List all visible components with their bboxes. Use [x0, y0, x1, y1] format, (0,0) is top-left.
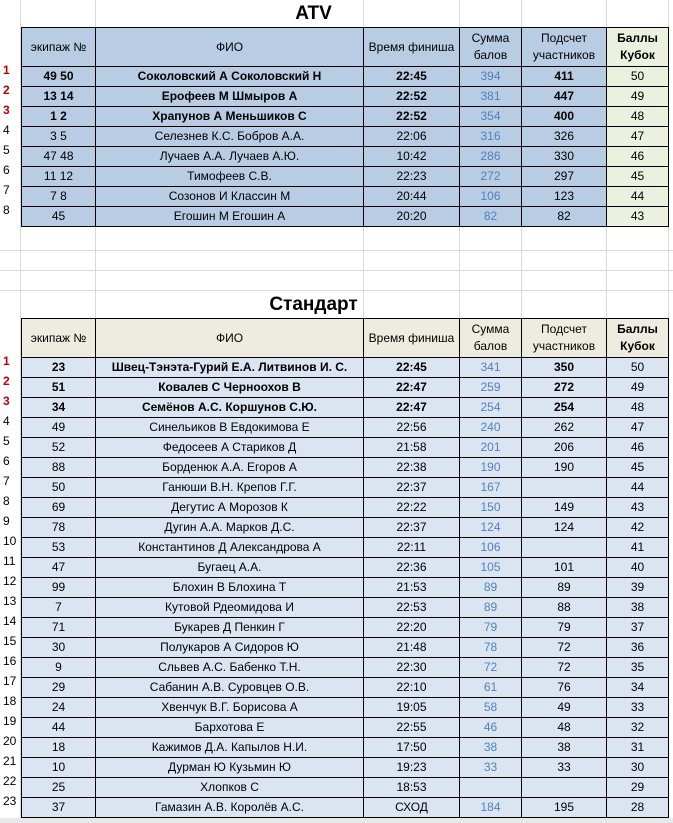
- row-number: 4: [3, 122, 10, 137]
- row-number: 5: [3, 142, 10, 157]
- cup-points-cell: 44: [607, 478, 669, 498]
- crew-names-cell: Храпунов А Меньшиков С: [96, 107, 364, 127]
- finish-time-cell: 10:42: [364, 147, 460, 167]
- participant-count-cell: 190: [522, 458, 607, 478]
- finish-time-cell: 19:05: [364, 698, 460, 718]
- row-number: 16: [3, 653, 17, 668]
- participant-count-cell: 72: [522, 638, 607, 658]
- header-score-sum: Сумма балов: [460, 28, 522, 67]
- crew-names-cell: Семёнов А.С. Коршунов С.Ю.: [96, 398, 364, 418]
- row-number: 18: [3, 693, 17, 708]
- row-number: 7: [3, 182, 10, 197]
- score-sum-cell: 33: [460, 758, 522, 778]
- cup-points-cell: 50: [607, 67, 669, 87]
- cup-points-cell: 30: [607, 758, 669, 778]
- score-sum-cell: 89: [460, 598, 522, 618]
- gridline: [0, 270, 673, 271]
- score-sum-cell: [460, 778, 522, 798]
- participant-count-cell: 254: [522, 398, 607, 418]
- finish-time-cell: 22:52: [364, 87, 460, 107]
- table-row: [22, 207, 669, 227]
- crew-number-cell: 7: [22, 598, 96, 618]
- table-row: [22, 107, 669, 127]
- participant-count-cell: 76: [522, 678, 607, 698]
- gridline: [0, 290, 673, 291]
- row-number: 6: [3, 453, 10, 468]
- finish-time-cell: 22:52: [364, 107, 460, 127]
- score-sum-cell: 82: [460, 207, 522, 227]
- score-sum-cell: 259: [460, 378, 522, 398]
- cup-points-cell: 38: [607, 598, 669, 618]
- row-number: 4: [3, 413, 10, 428]
- score-sum-cell: 394: [460, 67, 522, 87]
- table-row: [22, 147, 669, 167]
- score-sum-cell: 167: [460, 478, 522, 498]
- row-number: 14: [3, 613, 17, 628]
- table-row: [22, 638, 669, 658]
- crew-number-cell: 52: [22, 438, 96, 458]
- participant-count-cell: 326: [522, 127, 607, 147]
- crew-number-cell: 7 8: [22, 187, 96, 207]
- table-header-row: [22, 28, 669, 67]
- cup-points-cell: 45: [607, 458, 669, 478]
- row-number: 17: [3, 673, 17, 688]
- score-sum-cell: 316: [460, 127, 522, 147]
- row-number: 20: [3, 733, 17, 748]
- crew-names-cell: Дегутис А Морозов К: [96, 498, 364, 518]
- score-sum-cell: 354: [460, 107, 522, 127]
- row-number: 8: [3, 493, 10, 508]
- participant-count-cell: 272: [522, 378, 607, 398]
- crew-names-cell: Лучаев А.А. Лучаев А.Ю.: [96, 147, 364, 167]
- crew-names-cell: Синельиков В Евдокимова Е: [96, 418, 364, 438]
- cup-points-cell: 43: [607, 498, 669, 518]
- atv-title: ATV: [295, 3, 332, 24]
- table-row: [22, 398, 669, 418]
- score-sum-cell: 58: [460, 698, 522, 718]
- crew-number-cell: 30: [22, 638, 96, 658]
- score-sum-cell: 184: [460, 798, 522, 818]
- table-row: [22, 658, 669, 678]
- row-number: 10: [3, 533, 17, 548]
- participant-count-cell: 262: [522, 418, 607, 438]
- header-name: ФИО: [96, 28, 364, 67]
- crew-names-cell: Ганюши В.Н. Крепов Г.Г.: [96, 478, 364, 498]
- cup-points-cell: 37: [607, 618, 669, 638]
- finish-time-cell: 22:20: [364, 618, 460, 638]
- crew-number-cell: 50: [22, 478, 96, 498]
- cup-points-cell: 31: [607, 738, 669, 758]
- cup-points-cell: 41: [607, 538, 669, 558]
- crew-names-cell: Созонов И Классин М: [96, 187, 364, 207]
- table-row: [22, 498, 669, 518]
- crew-number-cell: 10: [22, 758, 96, 778]
- finish-time-cell: СХОД: [364, 798, 460, 818]
- score-sum-cell: 254: [460, 398, 522, 418]
- finish-time-cell: 22:22: [364, 498, 460, 518]
- finish-time-cell: 22:56: [364, 418, 460, 438]
- finish-time-cell: 22:06: [364, 127, 460, 147]
- cup-points-cell: 48: [607, 398, 669, 418]
- table-row: [22, 558, 669, 578]
- table-row: [22, 538, 669, 558]
- crew-number-cell: 1 2: [22, 107, 96, 127]
- row-number: 12: [3, 573, 17, 588]
- crew-number-cell: 25: [22, 778, 96, 798]
- score-sum-cell: 78: [460, 638, 522, 658]
- crew-names-cell: Федосеев А Стариков Д: [96, 438, 364, 458]
- crew-names-cell: Соколовский А Соколовский Н: [96, 67, 364, 87]
- finish-time-cell: 22:30: [364, 658, 460, 678]
- cup-points-cell: 39: [607, 578, 669, 598]
- score-sum-cell: 272: [460, 167, 522, 187]
- crew-names-cell: Сабанин А.В. Суровцев О.В.: [96, 678, 364, 698]
- crew-names-cell: Блохин В Блохина Т: [96, 578, 364, 598]
- finish-time-cell: 22:53: [364, 598, 460, 618]
- participant-count-cell: 400: [522, 107, 607, 127]
- row-number: 8: [3, 202, 10, 217]
- crew-number-cell: 51: [22, 378, 96, 398]
- finish-time-cell: 21:58: [364, 438, 460, 458]
- crew-number-cell: 49: [22, 418, 96, 438]
- crew-names-cell: Кутовой Рдеомидова И: [96, 598, 364, 618]
- cup-points-cell: 48: [607, 107, 669, 127]
- table-row: [22, 698, 669, 718]
- score-sum-cell: 286: [460, 147, 522, 167]
- score-sum-cell: 341: [460, 358, 522, 378]
- header-crew: экипаж №: [22, 319, 96, 358]
- cup-points-cell: 49: [607, 378, 669, 398]
- participant-count-cell: [522, 478, 607, 498]
- crew-number-cell: 78: [22, 518, 96, 538]
- crew-names-cell: Константинов Д Александрова А: [96, 538, 364, 558]
- finish-time-cell: 19:23: [364, 758, 460, 778]
- row-number: 15: [3, 633, 17, 648]
- row-number: 3: [3, 393, 10, 408]
- crew-names-cell: Ковалев С Черноохов В: [96, 378, 364, 398]
- header-score-sum: Сумма балов: [460, 319, 522, 358]
- table-row: [22, 378, 669, 398]
- finish-time-cell: 21:53: [364, 578, 460, 598]
- header-participant-count: Подсчет участников: [522, 28, 607, 67]
- finish-time-cell: 22:47: [364, 398, 460, 418]
- row-number: 3: [3, 102, 10, 117]
- header-name: ФИО: [96, 319, 364, 358]
- crew-number-cell: 34: [22, 398, 96, 418]
- crew-names-cell: Бугаец А.А.: [96, 558, 364, 578]
- participant-count-cell: 101: [522, 558, 607, 578]
- crew-number-cell: 99: [22, 578, 96, 598]
- table-row: [22, 458, 669, 478]
- participant-count-cell: 48: [522, 718, 607, 738]
- row-number: 9: [3, 513, 10, 528]
- cup-points-cell: 34: [607, 678, 669, 698]
- cup-points-cell: 50: [607, 358, 669, 378]
- row-number: 2: [3, 373, 10, 388]
- row-number: 1: [3, 353, 10, 368]
- row-number: 13: [3, 593, 17, 608]
- table-row: [22, 127, 669, 147]
- row-number: 22: [3, 773, 17, 788]
- participant-count-cell: 33: [522, 758, 607, 778]
- crew-names-cell: Букарев Д Пенкин Г: [96, 618, 364, 638]
- crew-names-cell: Селезнев К.С. Бобров А.А.: [96, 127, 364, 147]
- cup-points-cell: 46: [607, 438, 669, 458]
- score-sum-cell: 381: [460, 87, 522, 107]
- table-row: [22, 618, 669, 638]
- table-row: [22, 418, 669, 438]
- row-number: 2: [3, 82, 10, 97]
- crew-names-cell: Гамазин А.В. Королёв А.С.: [96, 798, 364, 818]
- score-sum-cell: 106: [460, 187, 522, 207]
- cup-points-cell: 47: [607, 418, 669, 438]
- crew-number-cell: 3 5: [22, 127, 96, 147]
- crew-names-cell: Тимофеев С.В.: [96, 167, 364, 187]
- participant-count-cell: 330: [522, 147, 607, 167]
- crew-number-cell: 45: [22, 207, 96, 227]
- crew-names-cell: Сльвев А.С. Бабенко Т.Н.: [96, 658, 364, 678]
- crew-names-cell: Борденюк А.А. Егоров А: [96, 458, 364, 478]
- finish-time-cell: 22:45: [364, 67, 460, 87]
- cup-points-cell: 47: [607, 127, 669, 147]
- table-header-row: [22, 319, 669, 358]
- participant-count-cell: 124: [522, 518, 607, 538]
- finish-time-cell: 17:50: [364, 738, 460, 758]
- crew-number-cell: 69: [22, 498, 96, 518]
- crew-names-cell: Хлопков С: [96, 778, 364, 798]
- participant-count-cell: 79: [522, 618, 607, 638]
- table-row: [22, 438, 669, 458]
- finish-time-cell: 22:45: [364, 358, 460, 378]
- cup-points-cell: 46: [607, 147, 669, 167]
- finish-time-cell: 22:37: [364, 478, 460, 498]
- finish-time-cell: 22:10: [364, 678, 460, 698]
- finish-time-cell: 22:55: [364, 718, 460, 738]
- participant-count-cell: 82: [522, 207, 607, 227]
- cup-points-cell: 43: [607, 207, 669, 227]
- cup-points-cell: 35: [607, 658, 669, 678]
- table-row: [22, 187, 669, 207]
- finish-time-cell: 22:36: [364, 558, 460, 578]
- row-number: 21: [3, 753, 17, 768]
- score-sum-cell: 46: [460, 718, 522, 738]
- crew-names-cell: Бархотова Е: [96, 718, 364, 738]
- row-number: 19: [3, 713, 17, 728]
- finish-time-cell: 21:48: [364, 638, 460, 658]
- cup-points-cell: 45: [607, 167, 669, 187]
- score-sum-cell: 124: [460, 518, 522, 538]
- participant-count-cell: 38: [522, 738, 607, 758]
- participant-count-cell: 411: [522, 67, 607, 87]
- participant-count-cell: 206: [522, 438, 607, 458]
- cup-points-cell: 40: [607, 558, 669, 578]
- table-row: [22, 358, 669, 378]
- participant-count-cell: 149: [522, 498, 607, 518]
- crew-names-cell: Дугин А.А. Марков Д.С.: [96, 518, 364, 538]
- finish-time-cell: 22:23: [364, 167, 460, 187]
- table-row: [22, 678, 669, 698]
- table-row: [22, 738, 669, 758]
- finish-time-cell: 22:37: [364, 518, 460, 538]
- table-row: [22, 87, 669, 107]
- header-crew: экипаж №: [22, 28, 96, 67]
- participant-count-cell: 72: [522, 658, 607, 678]
- cup-points-cell: 44: [607, 187, 669, 207]
- score-sum-cell: 89: [460, 578, 522, 598]
- participant-count-cell: 297: [522, 167, 607, 187]
- participant-count-cell: 195: [522, 798, 607, 818]
- crew-names-cell: Дурман Ю Кузьмин Ю: [96, 758, 364, 778]
- score-sum-cell: 240: [460, 418, 522, 438]
- cup-points-cell: 28: [607, 798, 669, 818]
- finish-time-cell: 22:11: [364, 538, 460, 558]
- crew-number-cell: 29: [22, 678, 96, 698]
- crew-names-cell: Полукаров А Сидоров Ю: [96, 638, 364, 658]
- crew-names-cell: Кажимов Д.А. Капылов Н.И.: [96, 738, 364, 758]
- crew-number-cell: 24: [22, 698, 96, 718]
- crew-number-cell: 47: [22, 558, 96, 578]
- cup-points-cell: 29: [607, 778, 669, 798]
- crew-names-cell: Егошин М Егошин А: [96, 207, 364, 227]
- score-sum-cell: 201: [460, 438, 522, 458]
- table-row: [22, 167, 669, 187]
- participant-count-cell: [522, 778, 607, 798]
- table-row: [22, 598, 669, 618]
- score-sum-cell: 106: [460, 538, 522, 558]
- standard-title: Стандарт: [269, 294, 358, 315]
- participant-count-cell: 89: [522, 578, 607, 598]
- score-sum-cell: 105: [460, 558, 522, 578]
- crew-names-cell: Хвенчук В.Г. Борисова А: [96, 698, 364, 718]
- table-row: [22, 578, 669, 598]
- finish-time-cell: 22:38: [364, 458, 460, 478]
- crew-number-cell: 9: [22, 658, 96, 678]
- participant-count-cell: [522, 538, 607, 558]
- table-row: [22, 67, 669, 87]
- finish-time-cell: 20:44: [364, 187, 460, 207]
- participant-count-cell: 88: [522, 598, 607, 618]
- header-cup-points: Баллы Кубок: [607, 319, 669, 358]
- cup-points-cell: 33: [607, 698, 669, 718]
- score-sum-cell: 61: [460, 678, 522, 698]
- score-sum-cell: 72: [460, 658, 522, 678]
- score-sum-cell: 150: [460, 498, 522, 518]
- cup-points-cell: 49: [607, 87, 669, 107]
- horizontal-scrollbar[interactable]: [0, 818, 673, 823]
- crew-number-cell: 47 48: [22, 147, 96, 167]
- row-number: 11: [3, 553, 16, 568]
- score-sum-cell: 190: [460, 458, 522, 478]
- table-row: [22, 518, 669, 538]
- crew-names-cell: Ерофеев М Шмыров А: [96, 87, 364, 107]
- crew-number-cell: 53: [22, 538, 96, 558]
- table-row: [22, 718, 669, 738]
- atv-results-table: [21, 27, 669, 227]
- participant-count-cell: 447: [522, 87, 607, 107]
- header-finish-time: Время финиша: [364, 319, 460, 358]
- cup-points-cell: 42: [607, 518, 669, 538]
- participant-count-cell: 350: [522, 358, 607, 378]
- row-number: 5: [3, 433, 10, 448]
- gridline: [0, 250, 673, 251]
- header-cup-points: Баллы Кубок: [607, 28, 669, 67]
- table-row: [22, 798, 669, 818]
- finish-time-cell: 20:20: [364, 207, 460, 227]
- crew-number-cell: 18: [22, 738, 96, 758]
- cup-points-cell: 32: [607, 718, 669, 738]
- row-number: 23: [3, 793, 17, 808]
- participant-count-cell: 123: [522, 187, 607, 207]
- score-sum-cell: 79: [460, 618, 522, 638]
- participant-count-cell: 49: [522, 698, 607, 718]
- crew-number-cell: 11 12: [22, 167, 96, 187]
- crew-number-cell: 13 14: [22, 87, 96, 107]
- row-number: 6: [3, 162, 10, 177]
- header-finish-time: Время финиша: [364, 28, 460, 67]
- standard-results-table: [21, 318, 669, 818]
- table-row: [22, 778, 669, 798]
- crew-number-cell: 49 50: [22, 67, 96, 87]
- crew-number-cell: 23: [22, 358, 96, 378]
- cup-points-cell: 36: [607, 638, 669, 658]
- score-sum-cell: 38: [460, 738, 522, 758]
- crew-names-cell: Швец-Тэнэта-Гурий Е.А. Литвинов И. С.: [96, 358, 364, 378]
- table-row: [22, 478, 669, 498]
- row-number: 1: [3, 62, 10, 77]
- crew-number-cell: 71: [22, 618, 96, 638]
- header-participant-count: Подсчет участников: [522, 319, 607, 358]
- table-row: [22, 758, 669, 778]
- crew-number-cell: 88: [22, 458, 96, 478]
- finish-time-cell: 18:53: [364, 778, 460, 798]
- crew-number-cell: 44: [22, 718, 96, 738]
- finish-time-cell: 22:47: [364, 378, 460, 398]
- row-number: 7: [3, 473, 10, 488]
- crew-number-cell: 37: [22, 798, 96, 818]
